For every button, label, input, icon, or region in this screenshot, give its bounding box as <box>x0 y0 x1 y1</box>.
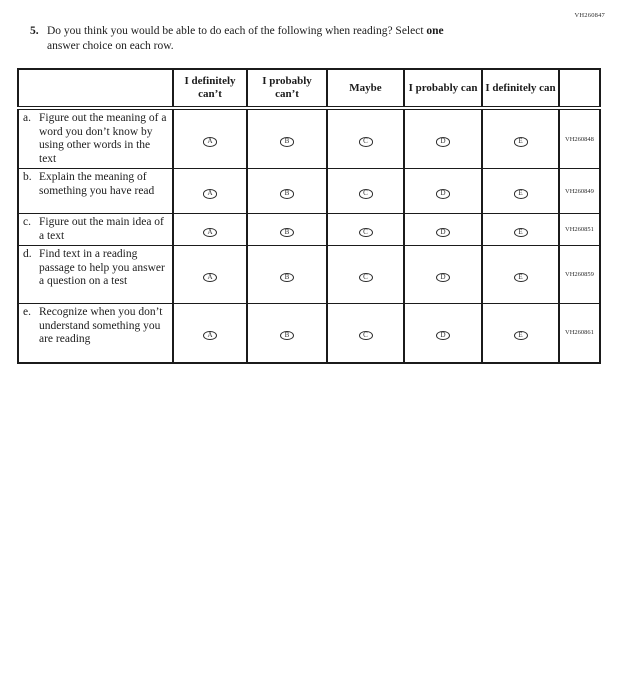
answer-bubble-probably-can[interactable]: D <box>436 273 450 283</box>
answer-bubble-definitely-cant[interactable]: A <box>203 331 217 341</box>
cell-definitely-can <box>482 108 559 169</box>
row-stem-text: Explain the meaning of something you have read <box>39 171 155 197</box>
column-header-probably-cant: I probably can’t <box>247 69 327 108</box>
column-header-probably-can: I probably can <box>404 69 482 108</box>
answer-bubble-definitely-cant[interactable]: A <box>203 228 217 238</box>
answer-bubble-definitely-can[interactable]: E <box>514 189 528 199</box>
answer-bubble-maybe[interactable]: C <box>359 228 373 238</box>
cell-probably-cant <box>247 169 327 214</box>
cell-definitely-cant <box>173 214 247 246</box>
row-stem-text: Figure out the main idea of a text <box>39 216 164 242</box>
answer-bubble-definitely-can[interactable]: E <box>514 137 528 147</box>
cell-definitely-can <box>482 304 559 363</box>
question-number: 5. <box>30 25 39 37</box>
row-accession-code: VH260851 <box>559 214 600 246</box>
row-accession-code: VH260859 <box>559 246 600 304</box>
cell-probably-can <box>404 169 482 214</box>
answer-bubble-probably-cant[interactable]: B <box>280 273 294 283</box>
answer-bubble-probably-can[interactable]: D <box>436 137 450 147</box>
answer-bubble-definitely-cant[interactable]: A <box>203 189 217 199</box>
cell-definitely-can <box>482 169 559 214</box>
row-letter: a. <box>23 112 31 124</box>
answer-bubble-definitely-can[interactable]: E <box>514 228 528 238</box>
cell-maybe <box>327 246 404 304</box>
cell-definitely-cant <box>173 304 247 363</box>
question-accession-code: VH260847 <box>574 12 605 19</box>
cell-probably-cant <box>247 304 327 363</box>
answer-bubble-definitely-can[interactable]: E <box>514 273 528 283</box>
row-letter: d. <box>23 248 32 260</box>
column-header-maybe: Maybe <box>327 69 404 108</box>
cell-definitely-cant <box>173 108 247 169</box>
row-stem <box>18 169 173 214</box>
row-accession-code: VH260848 <box>559 108 600 169</box>
cell-definitely-can <box>482 246 559 304</box>
answer-bubble-probably-cant[interactable]: B <box>280 137 294 147</box>
header-row <box>18 69 600 108</box>
response-matrix-table <box>17 68 601 364</box>
question-text-part2: answer choice on each row. <box>47 40 174 52</box>
row-accession-code: VH260849 <box>559 169 600 214</box>
cell-probably-can <box>404 246 482 304</box>
answer-bubble-maybe[interactable]: C <box>359 331 373 341</box>
cell-definitely-cant <box>173 246 247 304</box>
table-row-c <box>18 214 600 246</box>
cell-definitely-can <box>482 214 559 246</box>
question-text-part1: Do you think you would be able to do each of the following when reading? Select <box>47 25 427 37</box>
answer-bubble-probably-cant[interactable]: B <box>280 228 294 238</box>
row-stem <box>18 304 173 363</box>
cell-probably-cant <box>247 108 327 169</box>
row-letter: e. <box>23 306 31 318</box>
row-stem <box>18 246 173 304</box>
answer-bubble-maybe[interactable]: C <box>359 137 373 147</box>
answer-bubble-definitely-cant[interactable]: A <box>203 137 217 147</box>
row-stem-text: Find text in a reading passage to help you answer a question on a test <box>39 248 165 287</box>
table-row-a <box>18 108 600 169</box>
question-block <box>30 24 547 54</box>
answer-bubble-maybe[interactable]: C <box>359 189 373 199</box>
cell-maybe <box>327 169 404 214</box>
code-column-header <box>559 69 600 108</box>
row-stem-text: Recognize when you don’t understand something you are reading <box>39 306 163 345</box>
cell-probably-can <box>404 108 482 169</box>
answer-bubble-probably-can[interactable]: D <box>436 228 450 238</box>
row-accession-code: VH260861 <box>559 304 600 363</box>
cell-maybe <box>327 304 404 363</box>
cell-probably-can <box>404 304 482 363</box>
question-text <box>47 24 547 54</box>
row-stem <box>18 214 173 246</box>
column-header-definitely-cant: I definitely can’t <box>173 69 247 108</box>
cell-probably-cant <box>247 246 327 304</box>
table-row-d <box>18 246 600 304</box>
cell-maybe <box>327 214 404 246</box>
answer-bubble-definitely-can[interactable]: E <box>514 331 528 341</box>
answer-bubble-maybe[interactable]: C <box>359 273 373 283</box>
stem-column-header <box>18 69 173 108</box>
answer-bubble-probably-can[interactable]: D <box>436 189 450 199</box>
row-letter: c. <box>23 216 31 228</box>
column-header-definitely-can: I definitely can <box>482 69 559 108</box>
cell-probably-can <box>404 214 482 246</box>
row-stem <box>18 108 173 169</box>
cell-maybe <box>327 108 404 169</box>
row-letter: b. <box>23 171 32 183</box>
table-row-b <box>18 169 600 214</box>
answer-bubble-probably-cant[interactable]: B <box>280 331 294 341</box>
answer-bubble-probably-can[interactable]: D <box>436 331 450 341</box>
row-stem-text: Figure out the meaning of a word you don’t know by using other words in the text <box>39 112 167 165</box>
cell-probably-cant <box>247 214 327 246</box>
cell-definitely-cant <box>173 169 247 214</box>
table-row-e <box>18 304 600 363</box>
question-bold-word: one <box>426 25 444 37</box>
answer-bubble-definitely-cant[interactable]: A <box>203 273 217 283</box>
answer-bubble-probably-cant[interactable]: B <box>280 189 294 199</box>
